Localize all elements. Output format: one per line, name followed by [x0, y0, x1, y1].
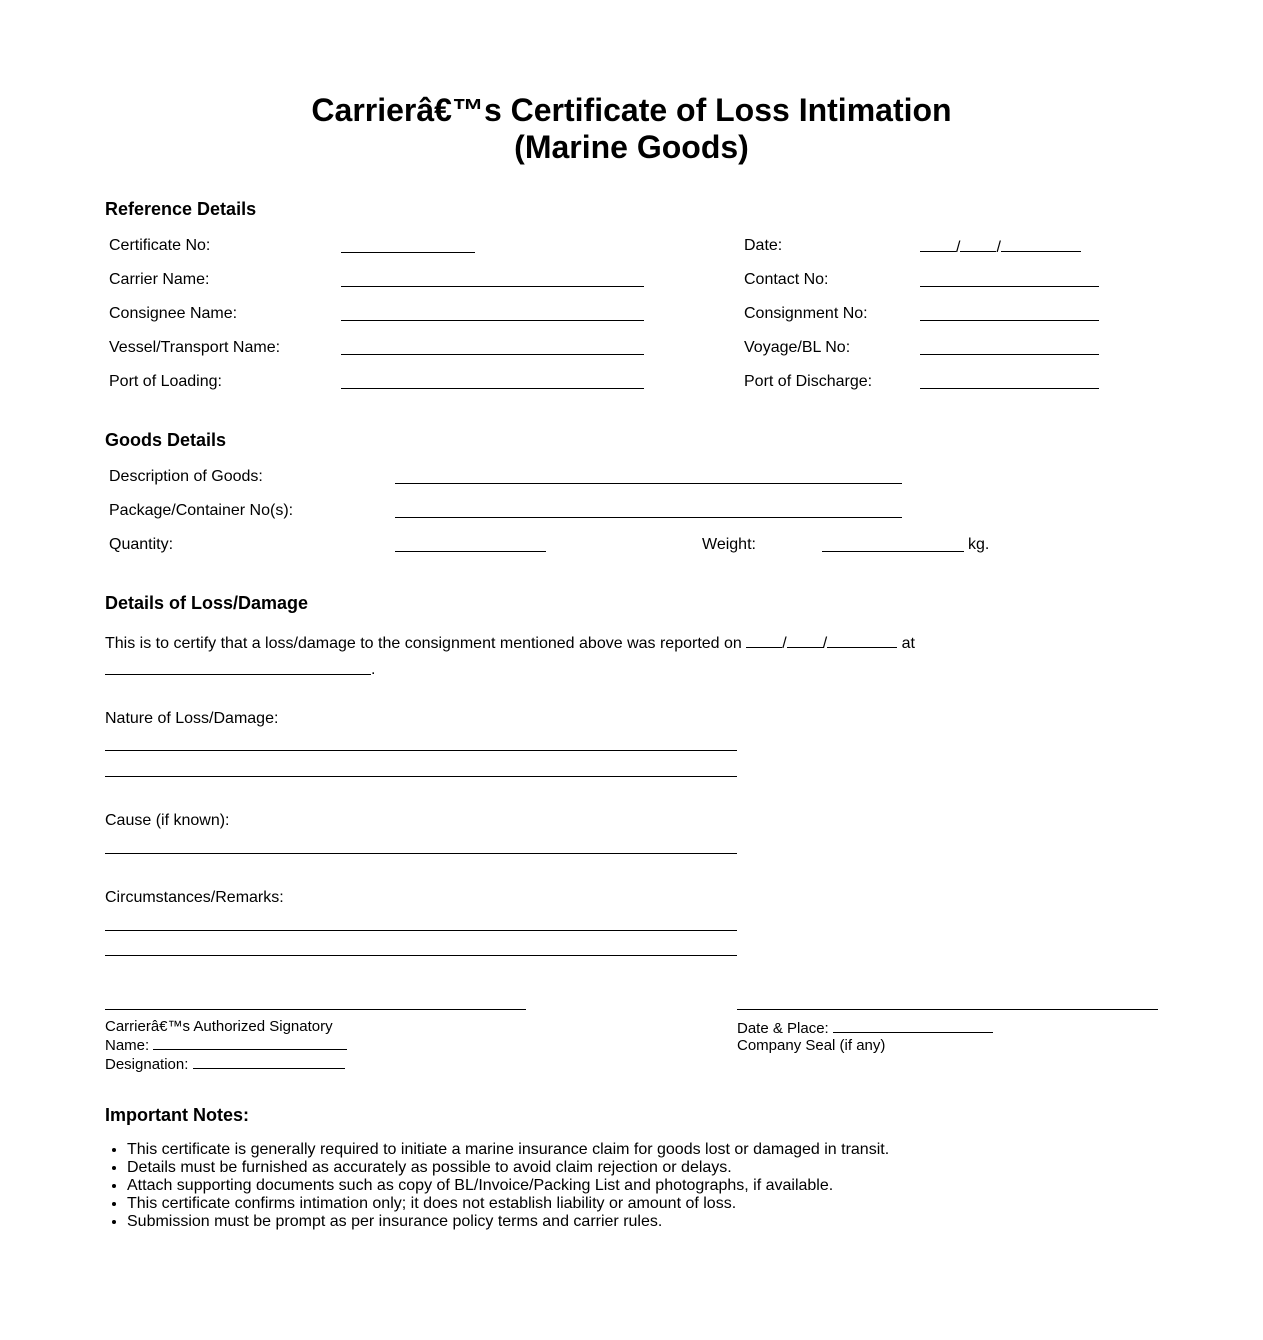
- carrier-name-field[interactable]: [341, 286, 644, 287]
- contact-no-label: Contact No:: [744, 271, 829, 288]
- certificate-no-field[interactable]: [341, 252, 475, 253]
- carrier-name-label: Carrier Name:: [109, 271, 210, 288]
- description-field[interactable]: [395, 483, 902, 484]
- package-field[interactable]: [395, 517, 902, 518]
- port-discharge-field[interactable]: [920, 388, 1099, 389]
- circumstances-field-line-2[interactable]: [105, 955, 737, 956]
- note-item: • Attach supporting documents such as copy of BL/Invoice/Packing List and photographs, if available.: [127, 1177, 889, 1195]
- date-place-field[interactable]: [833, 1018, 993, 1033]
- note-item: • This certificate is generally required to initiate a marine insurance claim for goods lost or damaged in transit.: [127, 1141, 889, 1159]
- note-item: • Details must be furnished as accurately as possible to avoid claim rejection or delays.: [127, 1159, 889, 1177]
- vessel-name-label: Vessel/Transport Name:: [109, 339, 281, 356]
- consignee-name-field[interactable]: [341, 320, 644, 321]
- goods-heading: Goods Details: [105, 430, 227, 450]
- contact-no-field[interactable]: [920, 286, 1099, 287]
- loss-heading: Details of Loss/Damage: [105, 593, 309, 613]
- designation-field[interactable]: [193, 1054, 345, 1069]
- cause-label: Cause (if known):: [105, 812, 230, 829]
- port-loading-label: Port of Loading:: [109, 373, 222, 390]
- port-loading-field[interactable]: [341, 388, 644, 389]
- signatory-designation-row: [105, 1054, 347, 1073]
- title-line-2: (Marine Goods): [514, 129, 749, 165]
- date-place-row: [737, 1018, 993, 1037]
- voyage-bl-field[interactable]: [920, 354, 1099, 355]
- weight-unit: kg.: [968, 536, 990, 553]
- signatory-block: [105, 1018, 347, 1073]
- consignment-no-label: Consignment No:: [744, 305, 868, 322]
- package-label: Package/Container No(s):: [109, 502, 294, 519]
- date-place-label: Date & Place:: [737, 1020, 829, 1037]
- name-field[interactable]: [153, 1035, 347, 1050]
- vessel-name-field[interactable]: [341, 354, 644, 355]
- reference-heading: Reference Details: [105, 199, 257, 219]
- date-field[interactable]: / /: [920, 237, 1081, 257]
- designation-label: Designation:: [105, 1056, 189, 1073]
- nature-field-line-1[interactable]: [105, 750, 737, 751]
- nature-field-line-2[interactable]: [105, 776, 737, 777]
- circumstances-label: Circumstances/Remarks:: [105, 889, 284, 906]
- certify-text: This is to certify that a loss/damage to the consignment mentioned above was reported on: [105, 635, 742, 652]
- signatory-name-row: [105, 1035, 347, 1054]
- consignee-name-label: Consignee Name:: [109, 305, 238, 322]
- date-label: Date:: [744, 237, 783, 254]
- nature-label: Nature of Loss/Damage:: [105, 710, 279, 727]
- signature-line[interactable]: [105, 1009, 526, 1010]
- voyage-bl-label: Voyage/BL No:: [744, 339, 851, 356]
- at-text: at: [901, 635, 915, 652]
- quantity-label: Quantity:: [109, 536, 174, 553]
- signatory-label: Carrierâ€™s Authorized Signatory: [105, 1018, 333, 1035]
- notes-list: [105, 1141, 889, 1231]
- seal-line[interactable]: [737, 1009, 1158, 1010]
- cause-field[interactable]: [105, 853, 737, 854]
- consignment-no-field[interactable]: [920, 320, 1099, 321]
- certificate-no-label: Certificate No:: [109, 237, 211, 254]
- certify-statement: [105, 633, 915, 653]
- period: .: [371, 661, 376, 678]
- seal-label: Company Seal (if any): [737, 1037, 886, 1054]
- seal-block: [737, 1018, 993, 1054]
- page-title: [0, 92, 1263, 166]
- note-item: • Submission must be prompt as per insurance policy terms and carrier rules.: [127, 1213, 889, 1231]
- weight-field[interactable]: [822, 551, 964, 552]
- notes-heading: Important Notes:: [105, 1105, 249, 1125]
- port-discharge-label: Port of Discharge:: [744, 373, 873, 390]
- description-label: Description of Goods:: [109, 468, 263, 485]
- title-line-1: Carrierâ€™s Certificate of Loss Intimation: [311, 92, 952, 128]
- reported-place-field[interactable]: [105, 674, 371, 675]
- note-item: • This certificate confirms intimation only; it does not establish liability or amount of loss.: [127, 1195, 889, 1213]
- name-label: Name:: [105, 1037, 150, 1054]
- circumstances-field-line-1[interactable]: [105, 930, 737, 931]
- quantity-field[interactable]: [395, 551, 546, 552]
- weight-label: Weight:: [702, 536, 756, 553]
- reported-date-field[interactable]: / /: [746, 635, 897, 652]
